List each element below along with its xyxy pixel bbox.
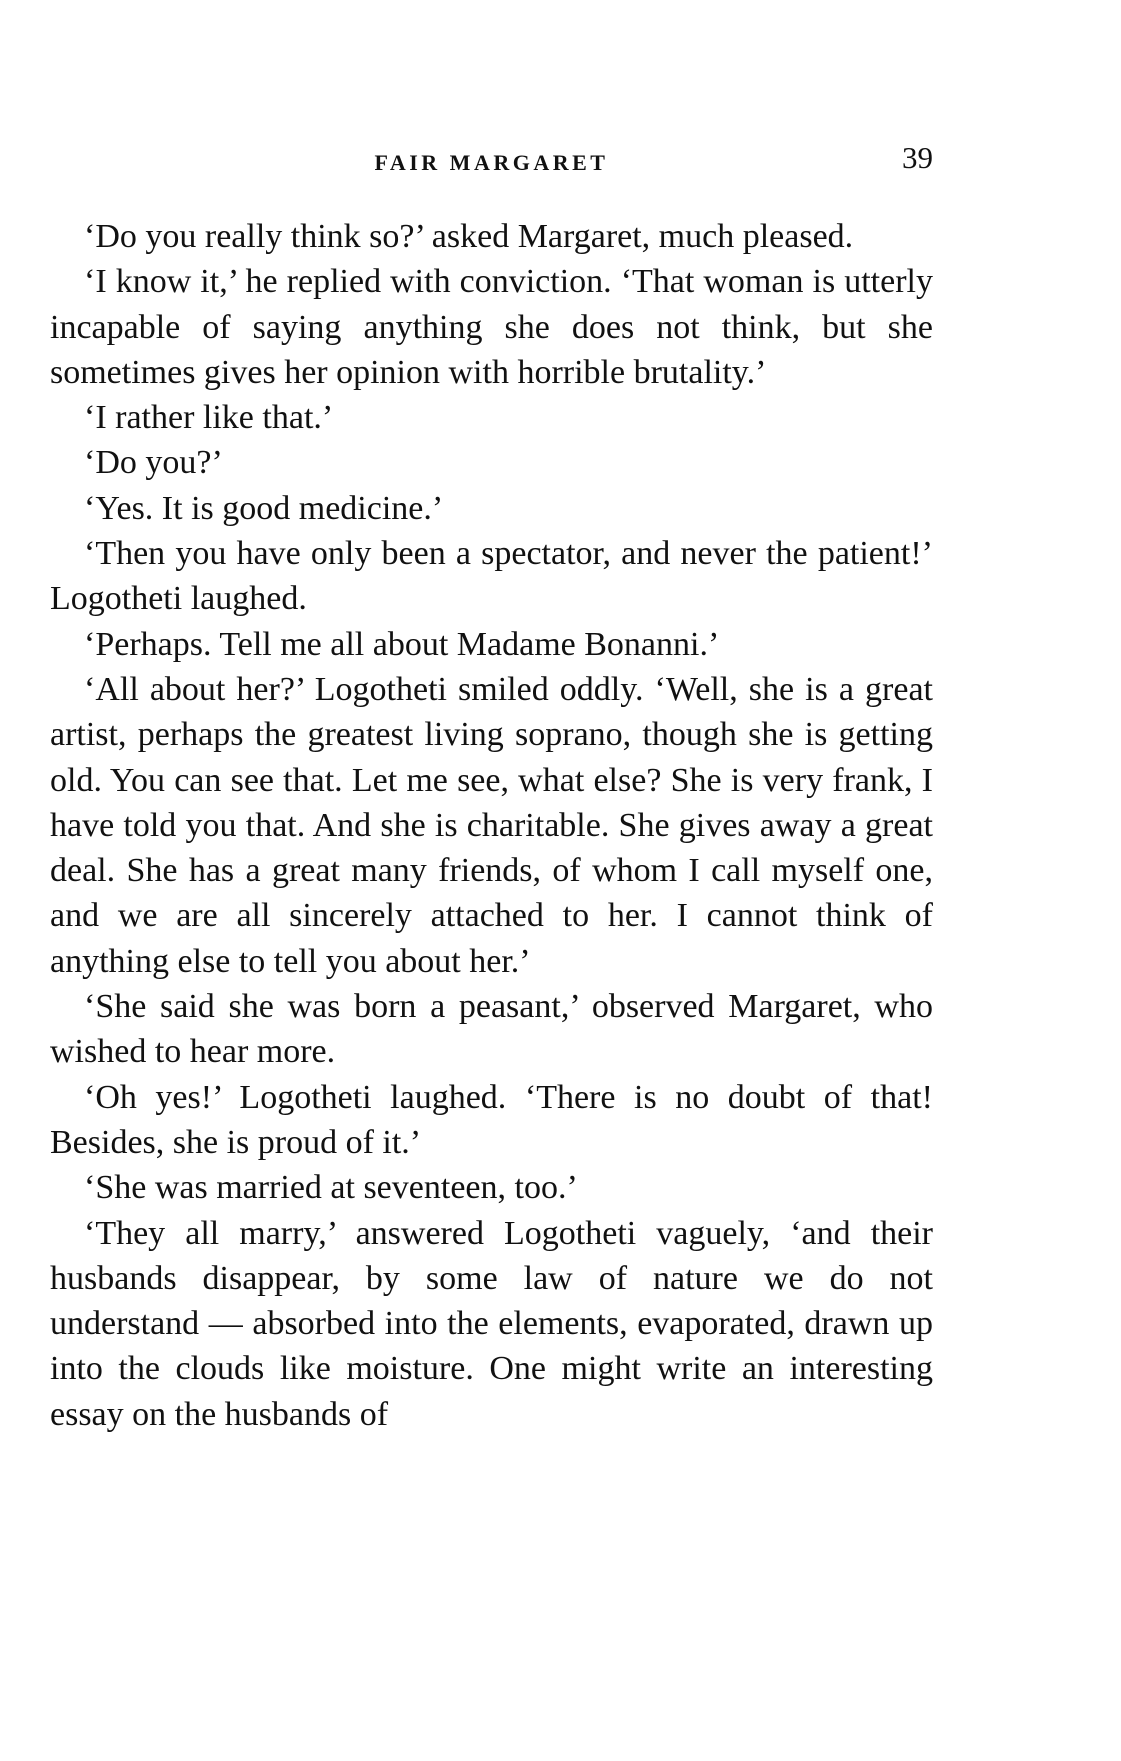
paragraph-1: ‘Do you really think so?’ asked Margaret, much pleased. [84, 218, 854, 255]
paragraph-9: ‘She said she was born a peasant,’ observed Margaret, who wished to hear more. [50, 988, 933, 1071]
running-head [50, 130, 933, 180]
paragraph-4: ‘Do you?’ [84, 444, 223, 482]
page-number: 39 [902, 140, 933, 175]
running-title: FAIR MARGARET [374, 150, 609, 175]
paragraph-2: ‘I know it,’ he replied with conviction. ‘That woman is utterly incapable of saying anything she does not think, but she sometimes gives her opinion with horrible brutality.’ [50, 263, 933, 391]
paragraph-8: ‘All about her?’ Logotheti smiled oddly. ‘Well, she is a great artist, perhaps the greatest living soprano, though she is getting old. You can see that. Let me see, what else? She is very frank, I have told you that. And she is charitable. She gives away a great deal. She has a great many friends, of whom I call myself one, and we are all sincerely attached to her. I cannot think of anything else to tell you about her.’ [50, 670, 933, 980]
body-text [50, 214, 933, 1437]
paragraph-12: ‘They all marry,’ answered Logotheti vaguely, ‘and their husbands disappear, by some law of nature we do not understand — absorbed into the elements, evaporated, drawn up into the clouds like moisture. One might write an interesting essay on the husbands of [50, 1214, 933, 1433]
paragraph-7: ‘Perhaps. Tell me all about Madame Bonanni.’ [84, 625, 720, 663]
paragraph-6: ‘Then you have only been a spectator, and never the patient!’ Logotheti laughed. [50, 535, 933, 618]
paragraph-11: ‘She was married at seventeen, too.’ [84, 1169, 578, 1207]
paragraph-10: ‘Oh yes!’ Logotheti laughed. ‘There is no doubt of that! Besides, she is proud of it.’ [50, 1078, 933, 1161]
book-page [50, 0, 933, 1761]
paragraph-5: ‘Yes. It is good medicine.’ [84, 489, 444, 527]
paragraph-3: ‘I rather like that.’ [84, 399, 334, 437]
